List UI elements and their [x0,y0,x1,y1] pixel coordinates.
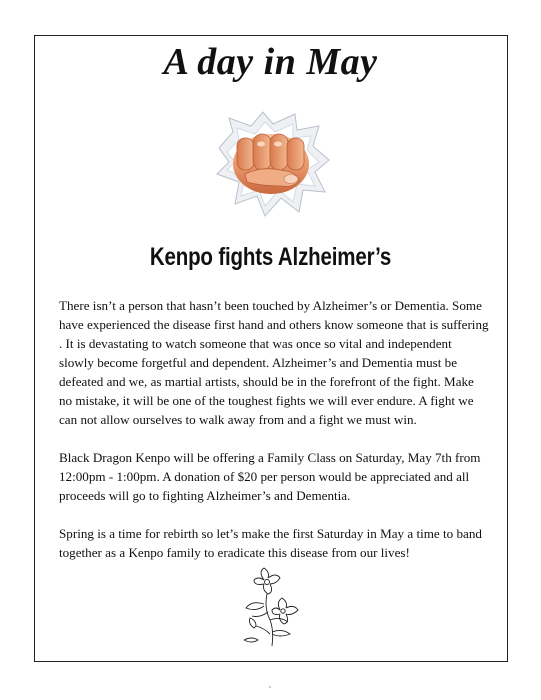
paragraph-class-details: Black Dragon Kenpo will be offering a Family Class on Saturday, May 7th from 12:00pm - 1:00pm. A donation of $20 per person would be appreciated and all proceeds will go to fighting Alzheimer’s and Dementia. [59,450,481,503]
subtitle-heading: Kenpo fights Alzheimer’s [149,243,392,271]
paragraph-closing: Spring is a time for rebirth so let’s make the first Saturday in May a time to band together as a Kenpo family to eradicate this disease from our lives! [59,526,482,560]
paragraph-intro: There isn’t a person that hasn’t been touched by Alzheimer’s or Dementia. Some have experienced the disease first hand and others know someone that is suffering . It is devastating to watch someone that was once so vital and independent slowly become forgetful and dependent. Alzheimer’s and Dementia must be defeated and we, as martial artists, should be in the forefront of the fight. Make no mistake, it will be one of the toughest fights we will ever endure. A fight we can not allow ourselves to walk away from and a fight we must win. [59,298,489,427]
page-title: A day in May [163,41,378,83]
body-text [59,296,489,581]
flower-sketch-icon [234,566,308,650]
scan-speck [269,686,271,688]
fist-breaking-through-paper-icon [211,108,333,220]
